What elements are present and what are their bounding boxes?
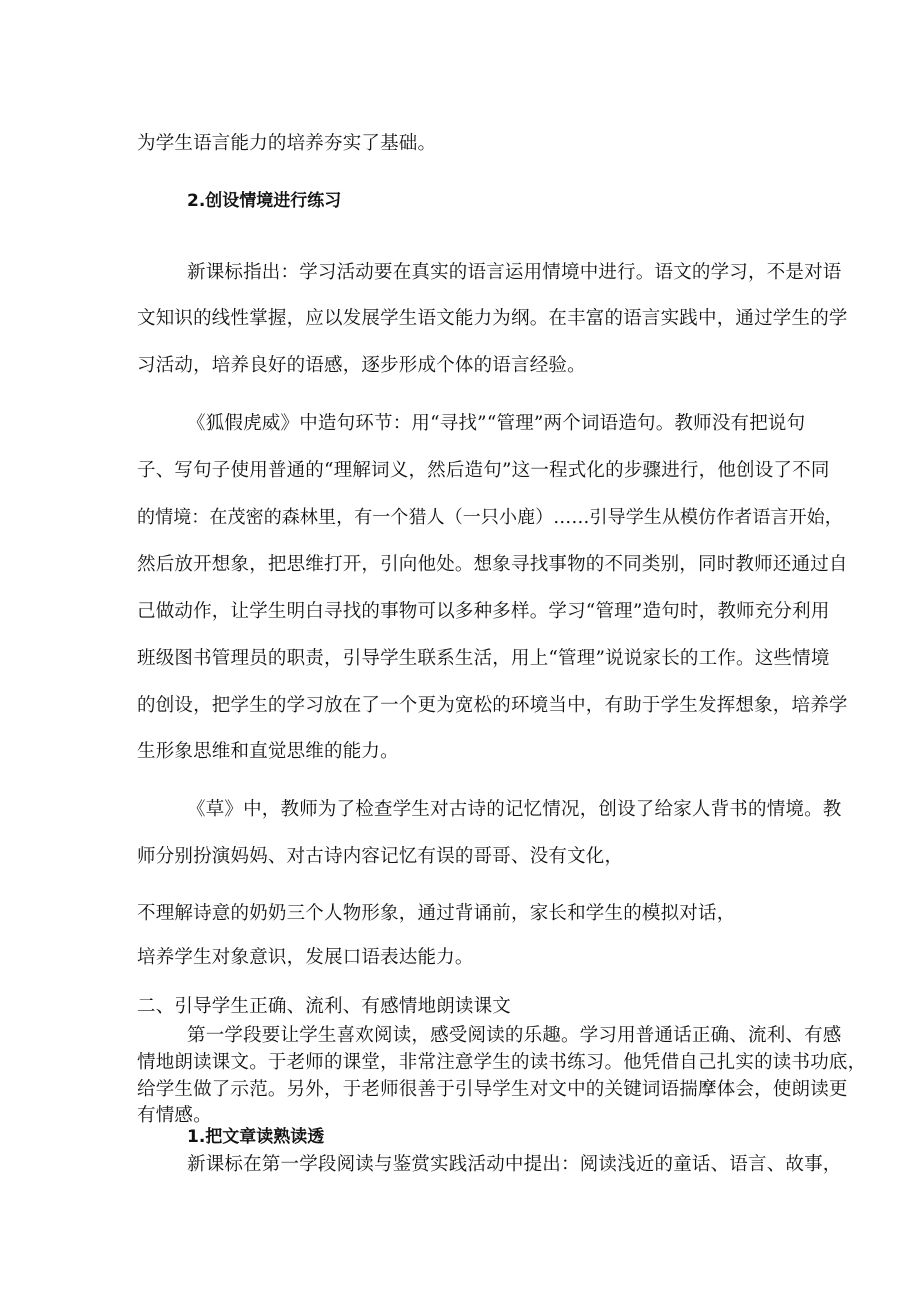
paragraph-line: 新课标在第一学段阅读与鉴赏实践活动中提出：阅读浅近的童话、语言、故事， xyxy=(187,1154,842,1175)
paragraph-line: 然后放开想象，把思维打开，引向他处。想象寻找事物的不同类别，同时教师还通过自 xyxy=(137,554,848,575)
paragraph-line: 《狐假虎威》中造句环节：用“寻找”“管理”两个词语造句。教师没有把说句 xyxy=(187,413,806,434)
paragraph-line: 习活动，培养良好的语感，逐步形成个体的语言经验。 xyxy=(137,355,586,376)
paragraph-line: 的情境：在茂密的森林里，有一个猎人（一只小鹿）……引导学生从模仿作者语言开始， xyxy=(137,507,843,528)
paragraph-line: 班级图书管理员的职责，引导学生联系生活，用上“管理”说说家长的工作。这些情境 xyxy=(137,648,830,669)
paragraph-line: 新课标指出：学习活动要在真实的语言运用情境中进行。语文的学习，不是对语 xyxy=(187,262,842,283)
paragraph-line: 第一学段要让学生喜欢阅读，感受阅读的乐趣。学习用普通话正确、流利、有感 xyxy=(187,1025,842,1046)
paragraph-line: 生形象思维和直觉思维的能力。 xyxy=(137,741,399,762)
section-1-heading: 1.把文章读熟读透 xyxy=(187,1127,325,1147)
paragraph-line: 子、写句子使用普通的“理解词义，然后造句”这一程式化的步骤进行，他创设了不同 xyxy=(137,460,830,481)
paragraph-line: 师分别扮演妈妈、对古诗内容记忆有误的哥哥、没有文化， xyxy=(137,846,624,867)
paragraph-line: 给学生做了示范。另外，于老师很善于引导学生对文中的关键词语揣摩体会，使朗读更 xyxy=(137,1079,848,1100)
paragraph-line: 培养学生对象意识，发展口语表达能力。 xyxy=(137,947,474,968)
continuation-text: 为学生语言能力的培养夯实了基础。 xyxy=(137,133,437,154)
paragraph-line: 的创设，把学生的学习放在了一个更为宽松的环境当中，有助于学生发挥想象，培养学 xyxy=(137,695,848,716)
section-two-title: 二、引导学生正确、流利、有感情地朗读课文 xyxy=(137,996,512,1017)
paragraph-line: 《草》中，教师为了检查学生对古诗的记忆情况，创设了给家人背书的情境。教 xyxy=(187,799,842,820)
section-2-heading: 2.创设情境进行练习 xyxy=(187,191,342,211)
paragraph-line: 情地朗读课文。于老师的课堂，非常注意学生的读书练习。他凭借自己扎实的读书功底， xyxy=(137,1052,867,1073)
paragraph-line: 有情感。 xyxy=(137,1105,212,1126)
paragraph-line: 己做动作，让学生明白寻找的事物可以多种多样。学习“管理”造句时，教师充分利用 xyxy=(137,601,830,622)
paragraph-line: 不理解诗意的奶奶三个人物形象，通过背诵前，家长和学生的模拟对话， xyxy=(137,903,736,924)
paragraph-line: 文知识的线性掌握，应以发展学生语文能力为纲。在丰富的语言实践中，通过学生的学 xyxy=(137,308,848,329)
